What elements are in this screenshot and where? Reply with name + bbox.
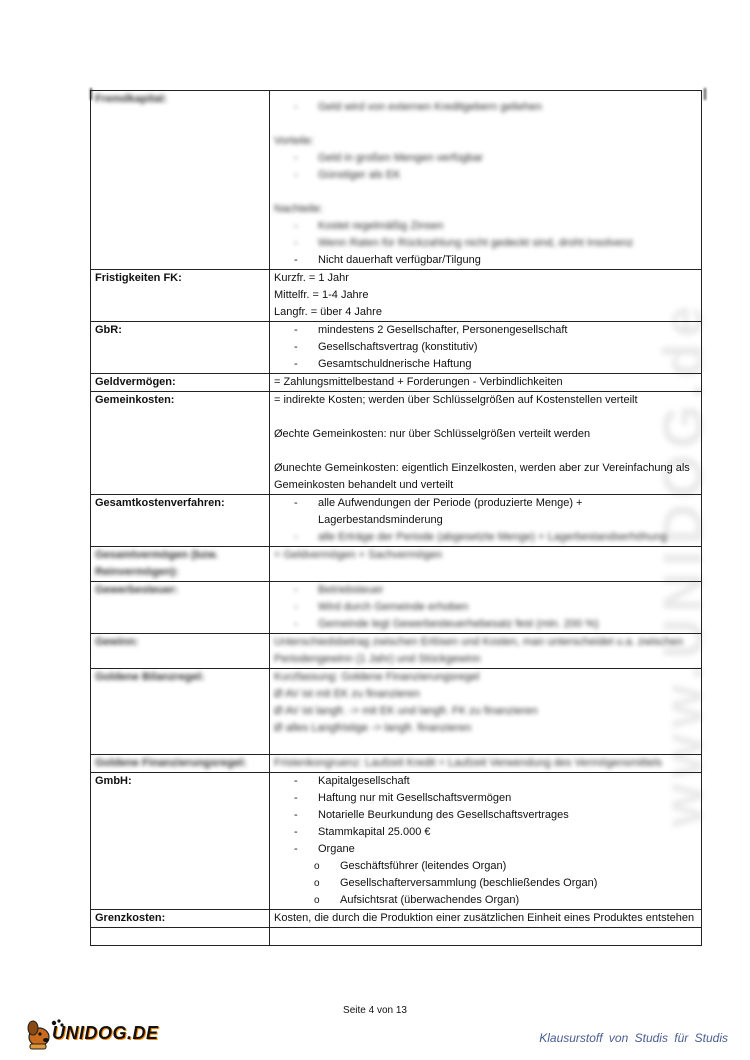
list-item: - Notarielle Beurkundung des Gesellschaftsvertrages <box>294 807 697 824</box>
term: Geldvermögen: <box>91 374 270 392</box>
list-item: - Gemeinde legt Gewerbesteuerhebesatz fest (min. 200 %) <box>294 616 697 633</box>
row-gemeinkosten <box>91 392 702 495</box>
row-goldene-finanzierungsregel <box>91 755 702 773</box>
list-item: - Stammkapital 25.000 € <box>294 824 697 841</box>
line: = indirekte Kosten; werden über Schlüsselgrößen auf Kostenstellen verteilt <box>274 394 638 406</box>
line: Ø AV ist langfr. -> mit EK und langfr. FK zu finanzieren <box>274 705 538 717</box>
list-item: - Wird durch Gemeinde erhoben <box>294 599 697 616</box>
row-gewinn <box>91 634 702 669</box>
term: Fremdkapital: <box>91 91 270 270</box>
list-item: - Günstiger als EK <box>294 167 697 184</box>
term: Gemeinkosten: <box>91 392 270 495</box>
definition <box>270 582 702 634</box>
list-item: - alle Aufwendungen der Periode (produzierte Menge) + Lagerbestandsminderung <box>294 495 697 529</box>
line: Øunechte Gemeinkosten: eigentlich Einzelkosten, werden aber zur Vereinfachung als Gemeinkosten behandelt und verteilt <box>274 462 690 491</box>
list-item: - Organe <box>294 841 697 858</box>
definition <box>270 392 702 495</box>
footer-claim: Klausurstoff von Studis für Studis <box>539 1031 728 1045</box>
definition: = Geldvermögen + Sachvermögen <box>270 547 702 582</box>
row-fristigkeiten <box>91 270 702 322</box>
term: Gewinn: <box>91 634 270 669</box>
row-gmbh <box>91 773 702 910</box>
term: Goldene Finanzierungsregel: <box>91 755 270 773</box>
term: Gewerbesteuer: <box>91 582 270 634</box>
definition <box>270 270 702 322</box>
row-geldvermoegen <box>91 374 702 392</box>
definition <box>270 773 702 910</box>
row-goldene-bilanzregel <box>91 669 702 755</box>
definition: Unterschiedsbetrag zwischen Erlösen und Kosten, man unterscheidet u.a. zwischen Periodengewinn (1 Jahr) und Stückgewinn <box>270 634 702 669</box>
list-item: - Geld wird von externen Kreditgebern geliehen <box>294 99 697 116</box>
row-grenzkosten <box>91 910 702 928</box>
row-gbr <box>91 322 702 374</box>
page-number: Seite 4 von 13 <box>343 1005 407 1016</box>
line: Langfr. = über 4 Jahre <box>274 306 382 318</box>
definition <box>270 669 702 755</box>
line: Kurzfassung: Goldene Finanzierungsregel <box>274 671 480 683</box>
glossary-table <box>90 90 702 946</box>
line: Ø alles Langfristige -> langfr. finanzieren <box>274 722 472 734</box>
line: Øechte Gemeinkosten: nur über Schlüsselgrößen verteilt werden <box>274 428 591 440</box>
blurred-section <box>274 91 697 252</box>
sub-list-item: o Geschäftsführer (leitendes Organ) <box>314 858 697 875</box>
row-fremdkapital <box>91 91 702 270</box>
brand-logo-text: UNIDOG.DE <box>52 1023 159 1043</box>
label: Vorteile: <box>274 135 314 147</box>
list-item: - Nicht dauerhaft verfügbar/Tilgung <box>294 252 697 269</box>
list-item: - alle Erträge der Periode (abgesetzte Menge) + Lagerbestandserhöhung <box>294 529 697 546</box>
line: Ø AV ist mit EK zu finanzieren <box>274 688 420 700</box>
list-item: - Kapitalgesellschaft <box>294 773 697 790</box>
list-item: - mindestens 2 Gesellschafter, Personengesellschaft <box>294 322 697 339</box>
list-item: - Betriebsteuer <box>294 582 697 599</box>
list-item: - Gesellschaftsvertrag (konstitutiv) <box>294 339 697 356</box>
term: Goldene Bilanzregel: <box>91 669 270 755</box>
term: Grenzkosten: <box>91 910 270 928</box>
list-item: - Haftung nur mit Gesellschaftsvermögen <box>294 790 697 807</box>
sub-list-item: o Aufsichtsrat (überwachendes Organ) <box>314 892 697 909</box>
row-gesamtvermoegen <box>91 547 702 582</box>
definition: Fristenkongruenz: Laufzeit Kredit = Laufzeit Verwendung des Vermögensmittels <box>270 755 702 773</box>
row-empty <box>91 928 702 946</box>
empty-cell <box>270 928 702 946</box>
list-item: - Gesamtschuldnerische Haftung <box>294 356 697 373</box>
term: Gesamtkostenverfahren: <box>91 495 270 547</box>
label: Nachteile: <box>274 203 323 215</box>
line: Mittelfr. = 1-4 Jahre <box>274 289 369 301</box>
line: Kurzfr. = 1 Jahr <box>274 272 349 284</box>
row-gesamtkostenverfahren <box>91 495 702 547</box>
term: GmbH: <box>91 773 270 910</box>
definition <box>270 495 702 547</box>
term: GbR: <box>91 322 270 374</box>
watermark-text: www.UNIDOG.de <box>651 300 714 828</box>
list-item: - Kostet regelmäßig Zinsen <box>294 218 697 235</box>
term: Gesamtvermögen (bzw. Reinvermögen): <box>91 547 270 582</box>
definition <box>270 322 702 374</box>
empty-cell <box>91 928 270 946</box>
term: Fristigkeiten FK: <box>91 270 270 322</box>
list-item: - Wenn Raten für Rückzahlung nicht gedeckt sind, droht Insolvenz <box>294 235 697 252</box>
list-item: - Geld in großen Mengen verfügbar <box>294 150 697 167</box>
definition: = Zahlungsmittelbestand + Forderungen - Verbindlichkeiten <box>270 374 702 392</box>
glossary-page <box>90 90 702 946</box>
definition: Kosten, die durch die Produktion einer zusätzlichen Einheit eines Produktes entstehen <box>270 910 702 928</box>
sub-list-item: o Gesellschafterversammlung (beschließendes Organ) <box>314 875 697 892</box>
row-gewerbesteuer <box>91 582 702 634</box>
definition <box>270 91 702 270</box>
